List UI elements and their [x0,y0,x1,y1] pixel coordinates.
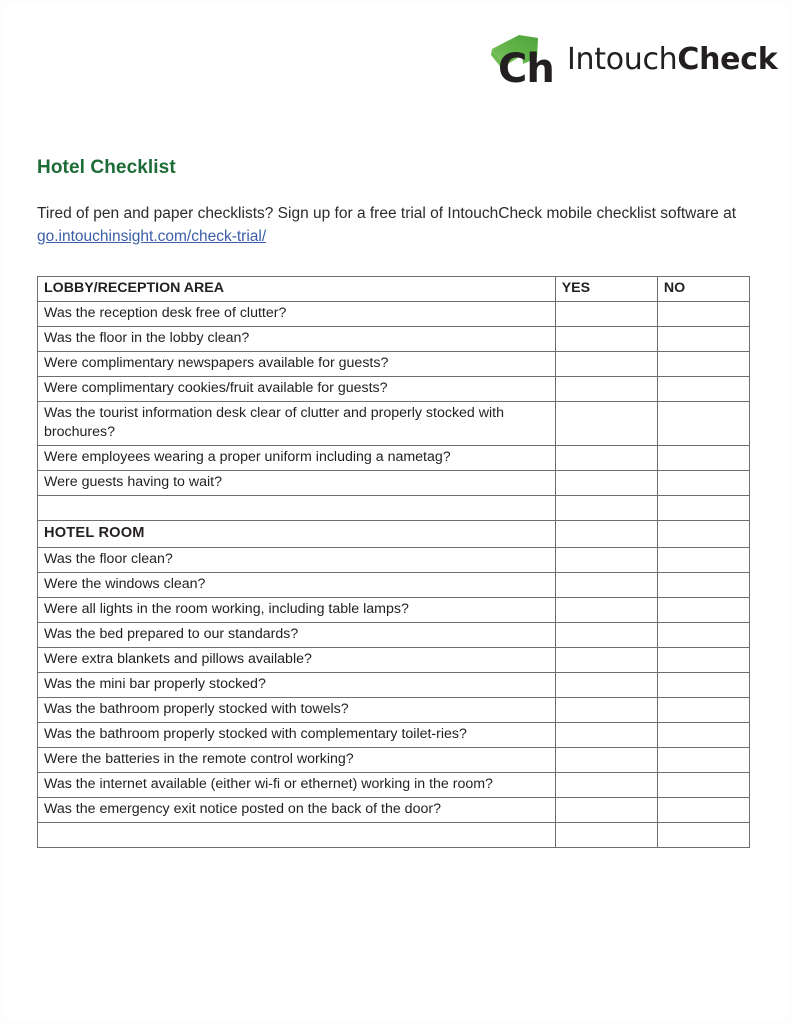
checklist-item-label: Were all lights in the room working, including table lamps? [38,598,556,623]
answer-cell-yes[interactable] [555,748,657,773]
answer-cell-no[interactable] [657,648,749,673]
answer-cell-no[interactable] [657,521,749,548]
table-header-row [38,277,750,302]
logo-monogram: Ch [498,46,554,92]
spacer-cell [38,496,556,521]
table-row [38,773,750,798]
checklist-item-label: Was the reception desk free of clutter? [38,302,556,327]
table-row [38,573,750,598]
checklist-item-label: Was the bathroom properly stocked with towels? [38,698,556,723]
answer-cell-yes[interactable] [555,471,657,496]
answer-cell-no[interactable] [657,377,749,402]
answer-cell-yes[interactable] [555,823,657,848]
checklist-item-label: Was the floor in the lobby clean? [38,327,556,352]
spacer-cell [38,823,556,848]
page-title: Hotel Checklist [37,156,176,178]
answer-cell-no[interactable] [657,402,749,446]
checklist-item-label: Was the mini bar properly stocked? [38,673,556,698]
answer-cell-no[interactable] [657,471,749,496]
checklist-item-label: Were guests having to wait? [38,471,556,496]
checklist-item-label: Was the tourist information desk clear of clutter and properly stocked with brochures? [38,402,556,446]
column-header-no: NO [657,277,749,302]
answer-cell-no[interactable] [657,327,749,352]
table-row [38,327,750,352]
answer-cell-yes[interactable] [555,377,657,402]
table-row [38,623,750,648]
table-row [38,402,750,446]
answer-cell-no[interactable] [657,352,749,377]
wordmark-check: Check [677,42,778,77]
answer-cell-no[interactable] [657,573,749,598]
answer-cell-yes[interactable] [555,327,657,352]
intro-text-before-link: Tired of pen and paper checklists? Sign up for a free trial of IntouchCheck mobile checklist software at [37,204,737,222]
answer-cell-yes[interactable] [555,548,657,573]
checklist-item-label: Were complimentary newspapers available for guests? [38,352,556,377]
intro-paragraph [37,202,737,248]
answer-cell-yes[interactable] [555,773,657,798]
spacer-row [38,823,750,848]
table-row [38,648,750,673]
answer-cell-yes[interactable] [555,723,657,748]
answer-cell-no[interactable] [657,748,749,773]
table-row [38,698,750,723]
table-row [38,302,750,327]
answer-cell-yes[interactable] [555,521,657,548]
answer-cell-yes[interactable] [555,598,657,623]
table-row [38,723,750,748]
checklist-item-label: Was the emergency exit notice posted on the back of the door? [38,798,556,823]
checklist-item-label: Were the batteries in the remote control working? [38,748,556,773]
table-head [38,277,750,302]
free-trial-link[interactable]: go.intouchinsight.com/check-trial/ [37,227,267,245]
brand-wordmark [567,41,777,79]
answer-cell-yes[interactable] [555,402,657,446]
checklist-item-label: Was the bed prepared to our standards? [38,623,556,648]
answer-cell-no[interactable] [657,598,749,623]
table-row [38,352,750,377]
answer-cell-no[interactable] [657,548,749,573]
table-row [38,598,750,623]
answer-cell-yes[interactable] [555,496,657,521]
answer-cell-no[interactable] [657,773,749,798]
table-row [38,548,750,573]
column-header-section: LOBBY/RECEPTION AREA [38,277,556,302]
answer-cell-yes[interactable] [555,352,657,377]
table-row [38,748,750,773]
answer-cell-yes[interactable] [555,673,657,698]
checklist-item-label: Were complimentary cookies/fruit available for guests? [38,377,556,402]
answer-cell-no[interactable] [657,723,749,748]
table-row [38,446,750,471]
checklist-item-label: Were extra blankets and pillows available? [38,648,556,673]
answer-cell-yes[interactable] [555,573,657,598]
table-row [38,798,750,823]
column-header-yes: YES [555,277,657,302]
answer-cell-no[interactable] [657,496,749,521]
checklist-item-label: Were employees wearing a proper uniform including a nametag? [38,446,556,471]
answer-cell-no[interactable] [657,798,749,823]
table-row [38,377,750,402]
brand-logo [489,33,778,95]
table-row [38,471,750,496]
answer-cell-yes[interactable] [555,446,657,471]
answer-cell-yes[interactable] [555,698,657,723]
section-label: HOTEL ROOM [38,521,556,548]
table-body [38,302,750,848]
answer-cell-yes[interactable] [555,798,657,823]
checklist-item-label: Was the bathroom properly stocked with complementary toilet-ries? [38,723,556,748]
answer-cell-no[interactable] [657,823,749,848]
hotel-checklist-table [37,276,750,848]
answer-cell-yes[interactable] [555,623,657,648]
answer-cell-yes[interactable] [555,302,657,327]
checklist-item-label: Were the windows clean? [38,573,556,598]
table-row [38,673,750,698]
answer-cell-no[interactable] [657,302,749,327]
answer-cell-no[interactable] [657,673,749,698]
answer-cell-no[interactable] [657,446,749,471]
answer-cell-yes[interactable] [555,648,657,673]
answer-cell-no[interactable] [657,623,749,648]
spacer-row [38,496,750,521]
checklist-item-label: Was the internet available (either wi-fi or ethernet) working in the room? [38,773,556,798]
answer-cell-no[interactable] [657,698,749,723]
section-header-row [38,521,750,548]
checklist-item-label: Was the floor clean? [38,548,556,573]
wordmark-intouch: Intouch [567,42,678,77]
